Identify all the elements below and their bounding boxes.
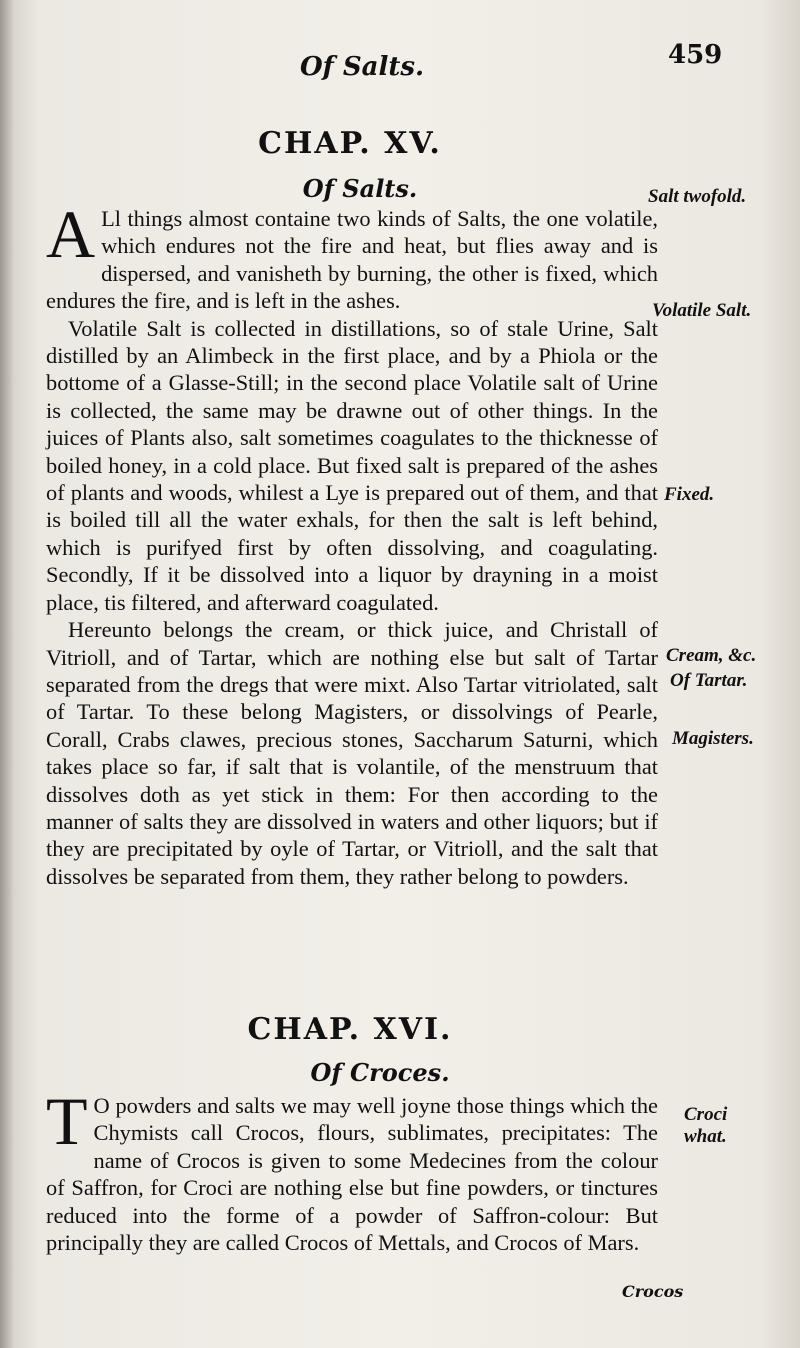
margin-note-magisters: Magisters. bbox=[672, 728, 754, 749]
drop-cap: A bbox=[46, 196, 96, 272]
chapter-16-subtitle: Of Croces. bbox=[310, 1058, 450, 1087]
chapter-16-body bbox=[46, 1083, 658, 1256]
paragraph: Hereunto belongs the cream, or thick juice, and Christall of Vitrioll, and of Tartar, which are nothing else but salt of Tartar separated from the dregs that were mixt. Also Tartar vitriolated, salt of Tartar. To these belong Magisters, or dissolvings of Pearle, Corall, Crabs clawes, precious stones, Saccharum Saturni, which takes place so far, if salt that is volantile, of the menstruum that dissolves doth as yet stick in them: For then according to the manner of salts they are dissolved in waters and other liquors; but if they are precipitated by oyle of Tartar, or Vitrioll, and the salt that dissolves be separated from them, they rather belong to powders. bbox=[46, 617, 658, 889]
chapter-15-title: CHAP. XV. bbox=[258, 126, 442, 161]
margin-note-croci-what: Croci what. bbox=[684, 1104, 728, 1147]
margin-note-salt-twofold: Salt twofold. bbox=[648, 186, 747, 207]
paragraph bbox=[46, 196, 658, 315]
catchword: Crocos bbox=[622, 1282, 684, 1301]
margin-note-cream: Cream, &c. bbox=[666, 645, 757, 666]
paragraph: Volatile Salt is collected in distillations, so of stale Urine, Salt distilled by an Alimbeck in the first place, and by a Phiola or the bottome of a Glasse-Still; in the second place Volatile salt of Urine is collected, the same may be drawne out of other things. In the juices of Plants also, salt sometimes coagulates to the thicknesse of boiled honey, in a cold place. But fixed salt is prepared of the ashes of plants and woods, whilest a Lye is prepared out of them, and that is boiled till all the water exhals, for then the salt is left behind, which is purifyed first by often dissolving, and coagulating. Secondly, If it be dissolved into a liquor by drayning in a moist place, tis filtered, and afterward coagulated. bbox=[46, 315, 658, 615]
paragraph bbox=[46, 1083, 658, 1256]
margin-note-volatile-salt: Volatile Salt. bbox=[652, 300, 752, 321]
paragraph-text: Ll things almost containe two kinds of Salts, the one volatile, which endures not the fire and heat, but flies away and is dispersed, and vanisheth by burning, the other is fixed, which endures the fire, and is left in the ashes. bbox=[46, 206, 658, 314]
margin-note-of-tartar: Of Tartar. bbox=[670, 670, 748, 691]
running-head: Of Salts. bbox=[300, 52, 425, 82]
drop-cap: T bbox=[46, 1083, 88, 1159]
chapter-15-subtitle: Of Salts. bbox=[302, 174, 418, 203]
page-number: 459 bbox=[668, 40, 723, 70]
margin-note-fixed: Fixed. bbox=[664, 484, 715, 505]
chapter-16-title: CHAP. XVI. bbox=[247, 1012, 453, 1047]
paragraph-text: O powders and salts we may well joyne those things which the Chymists call Crocos, flours, sublimates, precipitates: The name of Crocos is given to some Medecines from the colour of Saffron, for Croci are nothing else but fine powders, or tinctures reduced into the forme of a powder of Saffron-colour: But principally they are called Crocos of Mettals, and Crocos of Mars. bbox=[46, 1093, 658, 1256]
chapter-15-body bbox=[46, 196, 658, 890]
